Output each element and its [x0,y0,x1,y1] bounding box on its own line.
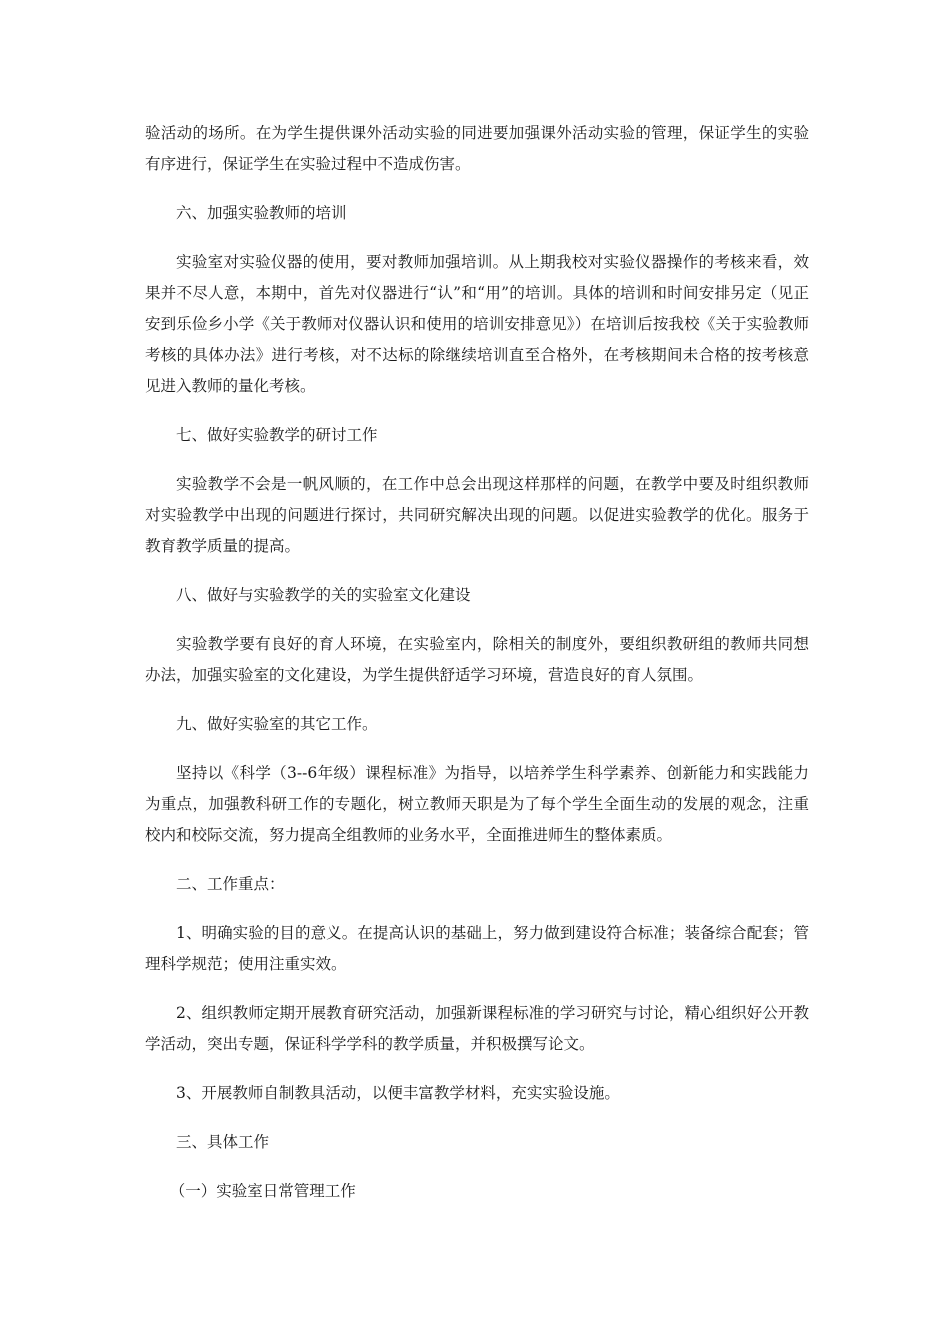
section-heading-6: 六、加强实验教师的培训 [176,204,347,222]
paragraph-standards: 坚持以《科学（3--6年级）课程标准》为指导，以培养学生科学素养、创新能力和实践能力为重点，加强教科研工作的专题化，树立教师天职是为了每个学生全面生动的发展的观念，注重校内和校际交流，努力提高全组教师的业务水平，全面推进师生的整体素质。 [145,764,809,844]
section-heading-9: 九、做好实验室的其它工作。 [176,715,378,733]
section-heading-work: 三、具体工作 [176,1133,270,1151]
paragraph-research: 实验教学不会是一帆风顺的，在工作中总会出现这样那样的问题，在教学中要及时组织教师对实验教学中出现的问题进行探讨，共同研究解决出现的问题。以促进实验教学的优化。服务于教育教学质量的提高。 [145,475,809,555]
paragraph-training: 实验室对实验仪器的使用，要对教师加强培训。从上期我校对实验仪器操作的考核来看，效果并不尽人意，本期中，首先对仪器进行“认”和“用”的培训。具体的培训和时间安排另定（见正安到乐俭乡小学《关于教师对仪器认识和使用的培训安排意见》）在培训后按我校《关于实验教师考核的具体办法》进行考核，对不达标的除继续培训直至合格外，在考核期间未合格的按考核意见进入教师的量化考核。 [145,253,809,395]
section-heading-8: 八、做好与实验教学的关的实验室文化建设 [176,586,471,604]
subsection-heading-daily: （一）实验室日常管理工作 [169,1182,356,1200]
document-body [145,118,809,1225]
section-heading-focus: 二、工作重点： [176,875,285,893]
paragraph-focus-2: 2、组织教师定期开展教育研究活动，加强新课程标准的学习研究与讨论，精心组织好公开教学活动，突出专题，保证科学学科的教学质量，并积极撰写论文。 [145,1004,809,1053]
section-heading-7: 七、做好实验教学的研讨工作 [176,426,378,444]
paragraph-focus-3: 3、开展教师自制教具活动，以便丰富教学材料，充实实验设施。 [176,1084,620,1102]
paragraph-culture: 实验教学要有良好的育人环境，在实验室内，除相关的制度外，要组织教研组的教师共同想办法，加强实验室的文化建设，为学生提供舒适学习环境，营造良好的育人氛围。 [145,635,809,684]
paragraph-focus-1: 1、明确实验的目的意义。在提高认识的基础上，努力做到建设符合标准；装备综合配套；管理科学规范；使用注重实效。 [145,924,809,973]
paragraph-continued: 验活动的场所。在为学生提供课外活动实验的同进要加强课外活动实验的管理，保证学生的实验有序进行，保证学生在实验过程中不造成伤害。 [145,124,809,173]
